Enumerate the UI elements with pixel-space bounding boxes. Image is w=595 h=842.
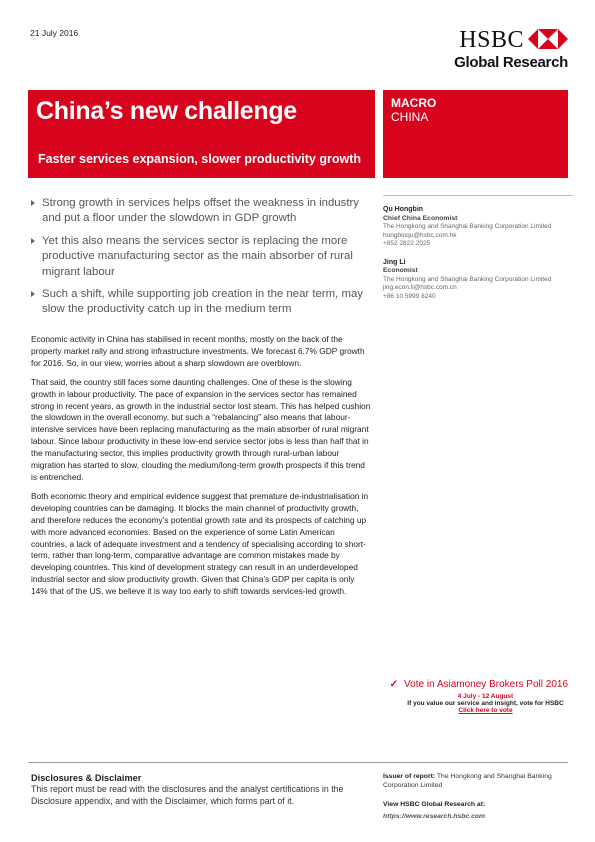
report-date: 21 July 2016 (30, 28, 79, 38)
analyst-name: Qu Hongbin (383, 206, 424, 213)
analyst-card (383, 206, 573, 249)
disclosures-heading: Disclosures & Disclaimer (31, 773, 142, 783)
analyst-email[interactable]: jing.econ.li@hsbc.com.cn (383, 284, 457, 291)
analyst-role: Economist (383, 267, 418, 274)
poll-dates: 4 July - 12 August (457, 693, 514, 700)
hsbc-hexagon-icon (528, 29, 568, 49)
analyst-phone: +86 10 5999 8240 (383, 292, 436, 300)
checkmark-icon: ✓ (389, 679, 399, 690)
logo-subtitle: Global Research (454, 54, 568, 71)
vote-link[interactable]: Click here to vote (458, 707, 513, 714)
key-point: Such a shift, while supporting job creation in the near term, may slow the productivity catch up in the medium term (31, 287, 371, 318)
disclosures (31, 772, 376, 807)
bullet-arrow-icon (31, 291, 35, 297)
sector-country: CHINA (391, 110, 429, 124)
research-url-link[interactable]: https://www.research.hsbc.com (383, 813, 486, 820)
body-paragraph: Both economic theory and empirical evidence suggest that premature de-industrialisation in developing countries can be damaging. It blocks the main channel of productivity growth, and therefore reduces the economy’s potential growth rate and its prospects of catching up with more advanced economies. Based on the experience of some Latin American countries, a lack of adequate investment and a tendency of specialising according to short-term, rather than long-term, comparative advantage are common mistakes made by developing countries. This kind of development strategy can result in an underdeveloped industrial sector and slow productivity growth. Given that China’s GDP per capita is only 14% that of the US, we believe it is way too early to shift towards services-led growth. (31, 490, 369, 597)
sector-category: MACRO (391, 96, 437, 110)
body-paragraph: Economic activity in China has stabilised in recent months, mostly on the back of the property market rally and strong infrastructure investments. We forecast 6.7% GDP growth for 2016. So, in our view, worries about a sharp slowdown are overblown. (31, 334, 365, 368)
poll-headline: ✓ Vote in Asiamoney Brokers Poll 2016 (389, 679, 568, 690)
body-paragraph: That said, the country still faces some daunting challenges. One of these is the slowing growth in labour productivity. The pace of expansion in the services sector has remained strong in recent years, as growth in the industrial sector lost steam. This has helped cushion the slowdown in the overall economy, but such a “rebalancing” also means that labour-intensive services have been replacing manufacturing as the main absorber of rural migrant labour. Since labour productivity in these low-end service sector jobs is less than half that in the manufacturing sector, this implies productivity growth through rural-urban labour migration has started to slow, clouding the medium/long-term growth prospects if this trend is entrenched. (31, 376, 371, 482)
key-point: Yet this also means the services sector is replacing the more productive manufacturing sector as the main absorber of rural migrant labour (31, 234, 371, 280)
title-banner (28, 90, 375, 178)
report-subtitle: Faster services expansion, slower productivity growth (38, 152, 362, 166)
analyst-card (383, 259, 573, 302)
poll-promo (383, 678, 568, 714)
logo-wordmark: HSBC (459, 27, 524, 53)
issuer-line (383, 772, 573, 790)
analyst-company: The Hongkong and Shanghai Banking Corporation Limited (383, 275, 552, 283)
report-title: China’s new challenge (36, 97, 297, 125)
analyst-role: Chief China Economist (383, 214, 458, 222)
analyst-phone: +852 2822 2025 (383, 240, 431, 247)
analyst-company: The Hongkong and Shanghai Banking Corporation Limited (383, 223, 552, 230)
issuer-value: The Hongkong and Shanghai Banking Corporation Limited (383, 773, 552, 789)
body-text (31, 334, 371, 605)
divider (383, 195, 573, 196)
analyst-email[interactable]: hongbinqu@hsbc.com.hk (383, 231, 457, 239)
footer-divider (28, 762, 568, 763)
issuer-label: Issuer of report: (383, 773, 436, 780)
analyst-name: Jing Li (383, 258, 406, 266)
bullet-arrow-icon (31, 238, 35, 244)
key-point: Strong growth in services helps offset the weakness in industry and put a floor under the slowdown in GDP growth (31, 196, 371, 227)
poll-ask: If you value our service and insight, vote for HSBC (407, 700, 564, 707)
analyst-panel (383, 195, 573, 311)
key-points-list (31, 196, 371, 325)
sector-banner (383, 90, 568, 178)
bullet-arrow-icon (31, 200, 35, 206)
view-research-label: View HSBC Global Research at: (383, 801, 486, 808)
hsbc-logo (418, 27, 568, 77)
disclosures-text: This report must be read with the disclosures and the analyst certifications in the Disclosure appendix, and with the Disclaimer, which forms part of it. (31, 784, 344, 806)
issuer-info (383, 772, 573, 821)
